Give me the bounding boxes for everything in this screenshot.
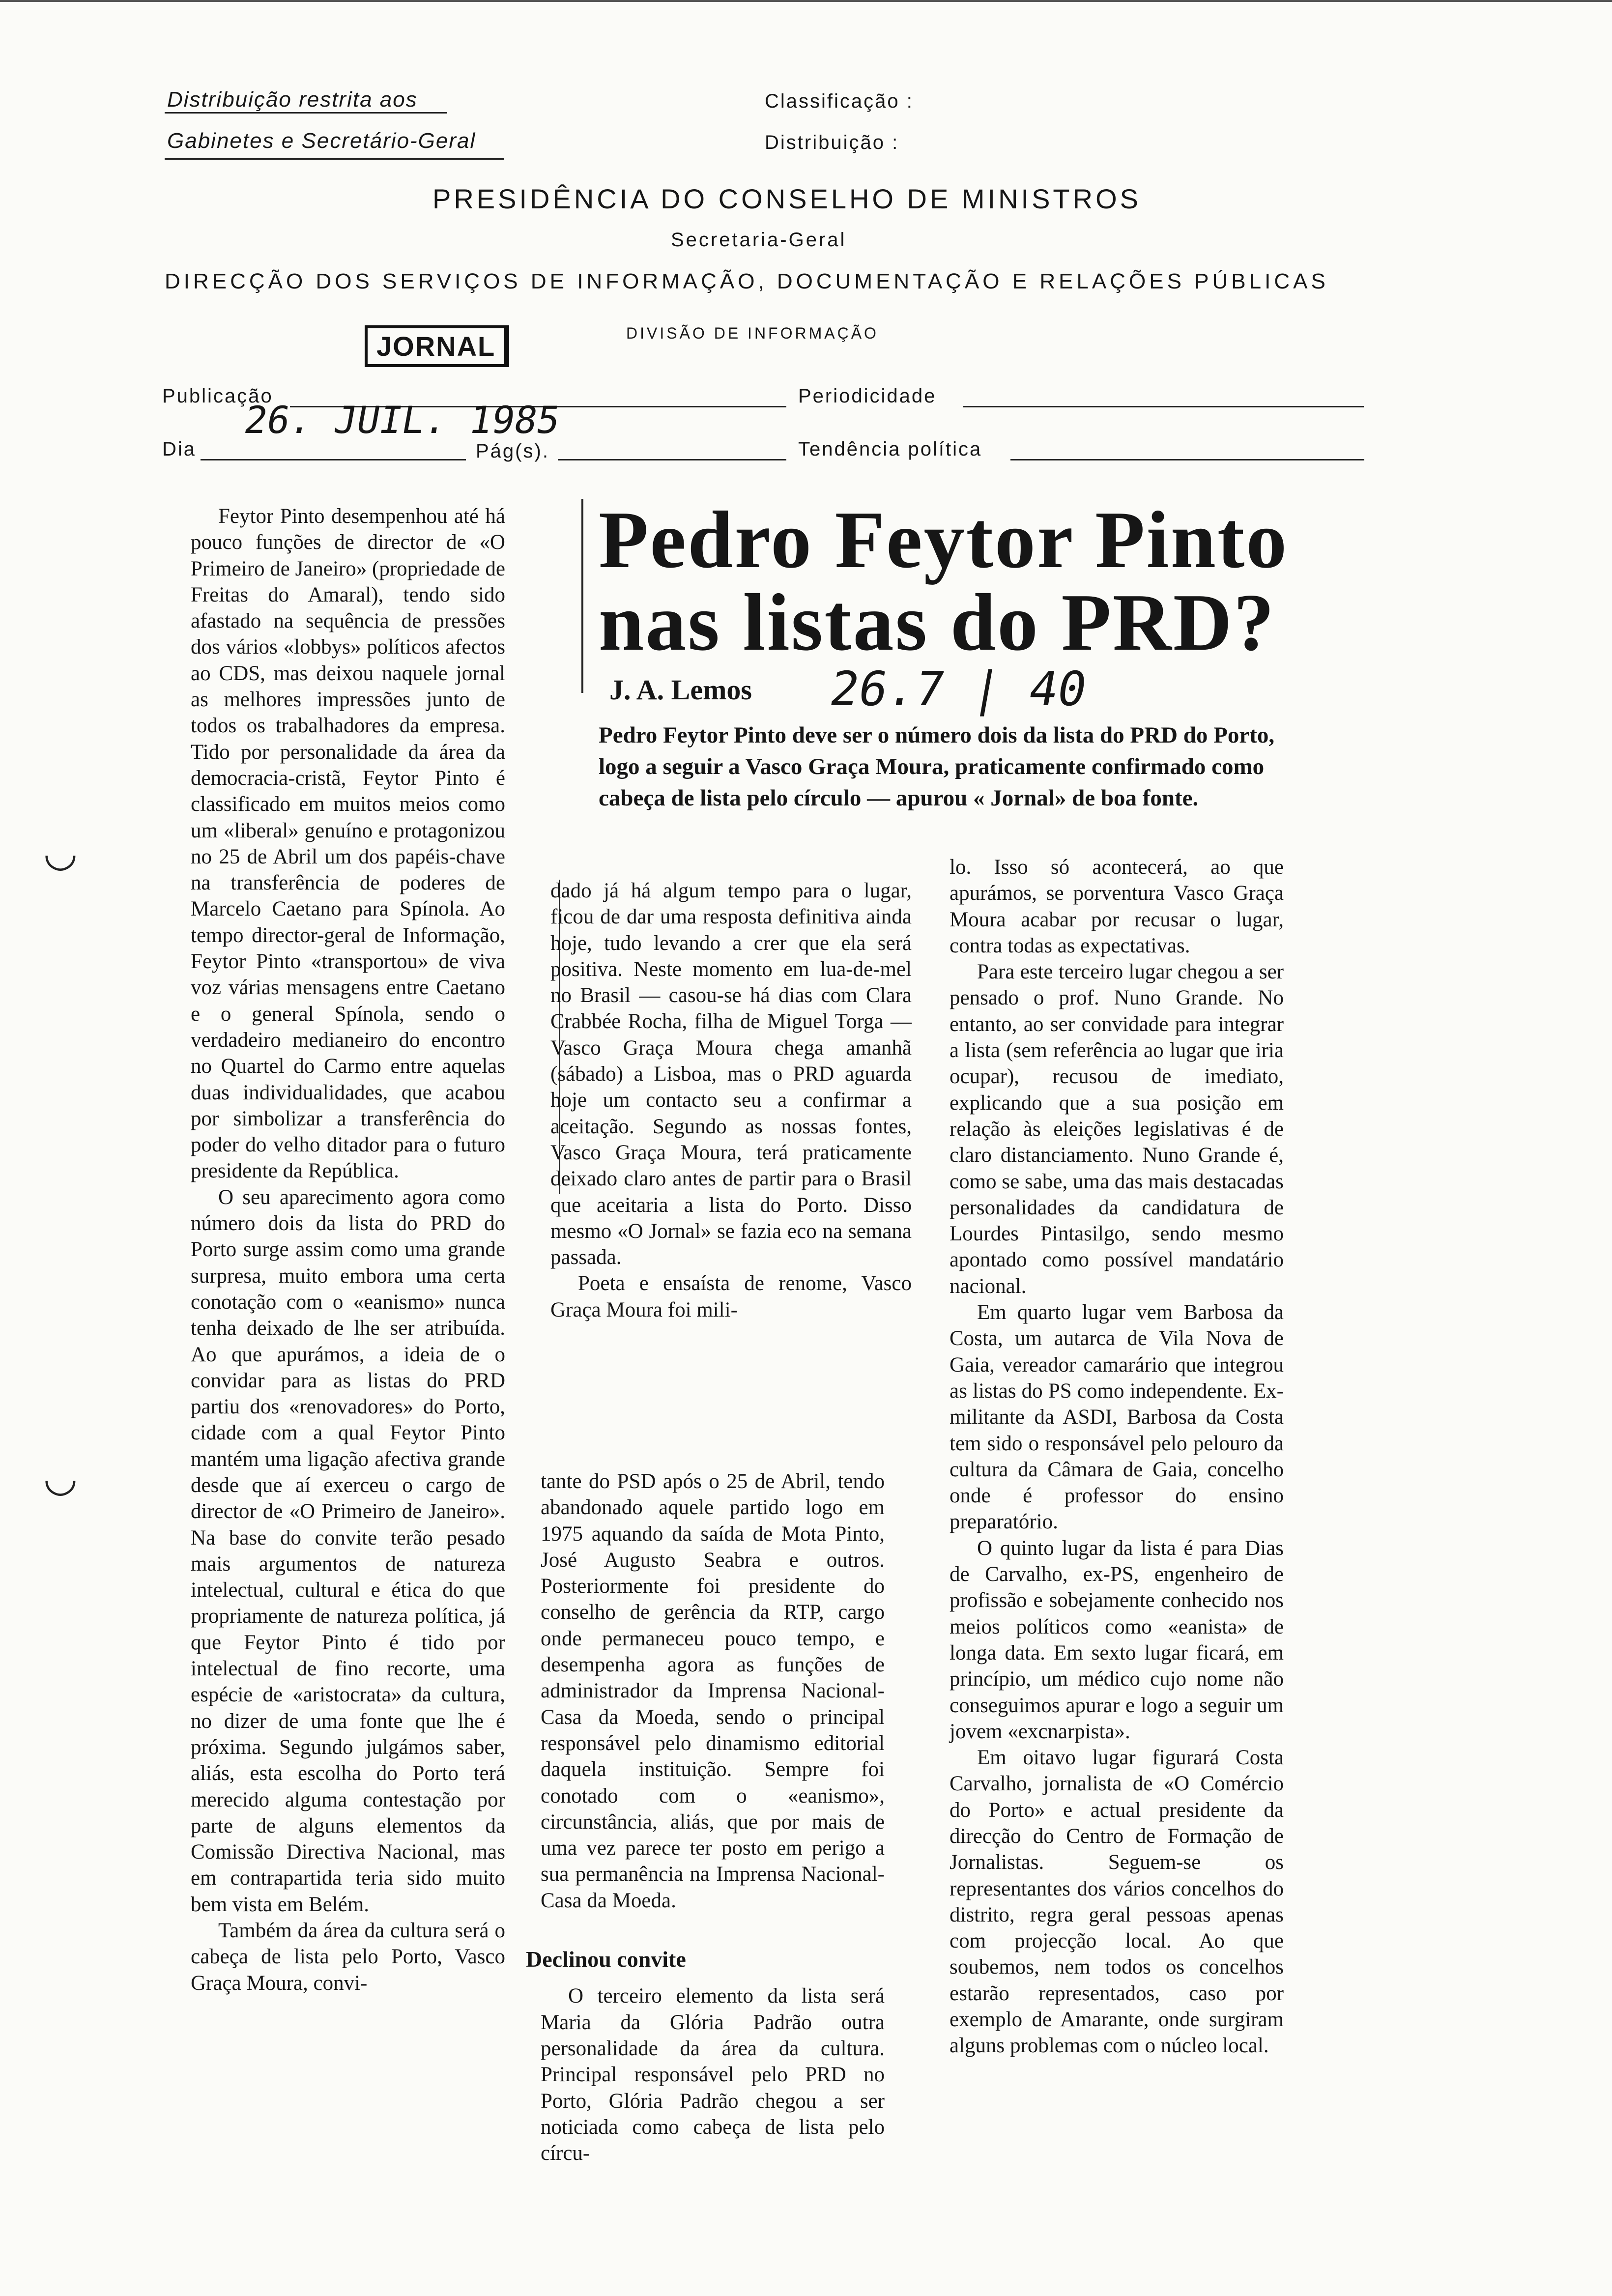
column-1-paragraph: Também da área da cultura será o cabeça de lista pelo Porto, Vasco Graça Moura, convi-	[191, 1919, 505, 1995]
direccao-servicos: DIRECÇÃO DOS SERVIÇOS DE INFORMAÇÃO, DOCUMENTAÇÃO E RELAÇÕES PÚBLICAS	[165, 269, 1329, 293]
distribution-underline-1	[165, 112, 447, 114]
article-column-2-bottom	[526, 1468, 885, 2166]
column-2-paragraph: tante do PSD após o 25 de Abril, tendo abandonado aquele partido logo em 1975 aquando da saída de Mota Pinto, José Augusto Seabra e outros. Posteriormente foi presidente do conselho de gerência da RTP, cargo onde permaneceu pouco tempo, e desempenha agora as funções de administrador da Imprensa Nacional-Casa da Moeda, sendo o principal responsável pelo dinamismo editorial daquela instituição. Sempre foi conotado com o «eanismo», circunstância, aliás, que por mais de uma vez parece ter posto em perigo a sua permanência na Imprensa Nacional-Casa da Moeda.	[541, 1470, 885, 1912]
distribuicao-label: Distribuição :	[765, 132, 899, 153]
column-3-paragraph: O quinto lugar da lista é para Dias de Carvalho, ex-PS, engenheiro de profissão e sobejamente conhecido nos meios políticos como «eanista» de longa data. Em sexto lugar ficará, em princípio, um médico cujo nome não conseguimos apurar e logo a seguir um jovem «excnarpista».	[950, 1536, 1284, 1743]
column-1-paragraph: O seu aparecimento agora como número dois da lista do PRD do Porto surge assim como uma grande surpresa, muito embora uma certa conotação com o «eanismo» nunca tenha deixado de lhe ser atribuída. Ao que apurámos, a ideia de o convidar para as listas do PRD partiu dos «renovadores» do Porto, cidade com a qual Feytor Pinto mantém uma ligação afectiva grande desde que aí exerceu o cargo de director de «O Primeiro de Janeiro». Na base do convite terão pesado mais argumentos de natureza intelectual, cultural e ética do que propriamente de natureza política, já que Feytor Pinto é tido por intelectual de fino recorte, uma espécie de «aristocrata» da cultura, no dizer de uma fonte que lhe é próxima. Segundo julgámos saber, aliás, esta escolha do Porto terá merecido alguma contestação por parte de alguns elementos da Comissão Directiva Nacional, mas em contrapartida teria sido muito bem vista em Belém.	[191, 1185, 505, 1916]
secretaria-geral: Secretaria-Geral	[671, 229, 847, 251]
presidencia-title: PRESIDÊNCIA DO CONSELHO DE MINISTROS	[432, 183, 1141, 214]
byline-author: J. A. Lemos	[609, 674, 752, 706]
jornal-stamp	[365, 325, 509, 367]
article-column-1	[191, 503, 505, 1996]
dia-label: Dia	[162, 438, 197, 460]
column-2-paragraph: Poeta e ensaísta de renome, Vasco Graça Moura foi mili-	[550, 1272, 912, 1321]
column-2-paragraph: O terceiro elemento da lista será Maria da Glória Padrão outra personalidade da área da cultura. Principal responsável pelo PRD no Porto, Glória Padrão chegou a ser noticiada como cabeça de lista pelo círcu-	[541, 1984, 885, 2165]
dia-line	[201, 459, 466, 460]
handwritten-annotation: 26.7 | 40	[826, 661, 1092, 717]
column-2-paragraph: dado já há algum tempo para o lugar, ficou de dar uma resposta definitiva ainda hoje, tudo levando a crer que ela será positiva. Neste momento em lua-de-mel no Brasil — casou-se há dias com Clara Crabbée Rocha, filha de Miguel Torga — Vasco Graça Moura chega amanhã (sábado) a Lisboa, mas o PRD aguarda hoje um contacto seu a confirmar a aceitação. Segundo as nossas fontes, Vasco Graça Moura, terá praticamente deixado claro antes de partir para o Brasil que aceitaria a lista do Porto. Disso mesmo «O Jornal» se fazia eco na semana passada.	[550, 879, 912, 1269]
pags-line	[558, 459, 786, 460]
dia-value-handwritten: 26. JUIL. 1985	[241, 398, 564, 442]
distribution-note-line2: Gabinetes e Secretário-Geral	[167, 129, 476, 153]
column-1-paragraph: Feytor Pinto desempenhou até há pouco funções de director de «O Primeiro de Janeiro» (propriedade de Freitas do Amaral), tendo sido afastado na sequência de pressões dos vários «lobbys» políticos afectos ao CDS, mas deixou naquele jornal as melhores impressões junto de todos os trabalhadores da empresa. Tido por personalidade da área da democracia-cristã, Feytor Pinto é classificado em muitos meios como um «liberal» genuíno e protagonizou no 25 de Abril um dos papéis-chave na transferência de poderes de Marcelo Caetano para Spínola. Ao tempo director-geral de Informação, Feytor Pinto «transportou» de viva voz várias mensagens entre Caetano e o general Spínola, sendo o verdadeiro medianeiro do encontro no Quartel do Carmo entre aquelas duas individualidades, que acabou por simbolizar a transferência do poder do velho ditador para o futuro presidente da República.	[191, 505, 505, 1183]
classificacao-label: Classificação :	[765, 90, 914, 112]
hole-punch-mark: ◡	[43, 1456, 78, 1499]
headline-left-rule	[581, 499, 583, 693]
column-3-paragraph: lo. Isso só acontecerá, ao que apurámos, se porventura Vasco Graça Moura acabar por recusar o lugar, contra todas as expectativas.	[950, 856, 1284, 957]
column-3-paragraph: Em oitavo lugar figurará Costa Carvalho, jornalista de «O Comércio do Porto» e actual presidente da direcção do Centro de Formação de Jornalistas. Seguem-se os representantes dos vários concelhos do distrito, regra geral pessoas apenas com projecção local. Ao que soubemos, nem todos os concelhos estarão representados, caso por exemplo de Amarante, onde surgiram alguns problemas com o núcleo local.	[950, 1746, 1284, 2058]
publicacao-label: Publicação	[162, 385, 273, 407]
top-border-line	[0, 0, 1612, 2]
article-lead: Pedro Feytor Pinto deve ser o número dois da lista do PRD do Porto, logo a seguir a Vasco Graça Moura, praticamente confirmado como cabeça de lista pelo círculo — apurou « Jornal» de boa fonte.	[599, 722, 1275, 811]
column-3-paragraph: Em quarto lugar vem Barbosa da Costa, um autarca de Vila Nova de Gaia, vereador camarário que integrou as listas do PS como independente. Ex-militante da ASDI, Barbosa da Costa tem sido o responsável pelo pelouro da cultura da Câmara de Gaia, concelho onde é professor do ensino preparatório.	[950, 1301, 1284, 1534]
jornal-stamp-text: JORNAL	[376, 331, 496, 362]
periodicidade-line	[963, 406, 1364, 407]
article-column-3	[950, 854, 1284, 2059]
column-3-paragraph: Para este terceiro lugar chegou a ser pensado o prof. Nuno Grande. No entanto, ao ser convidade para integrar a lista (sem referência ao lugar que iria ocupar), recusou de imediato, explicando que a sua posição em relação às eleições legislativas é de claro distanciamento. Nuno Grande é, como se sabe, uma das mais destacadas personalidades da candidatura de Lourdes Pintasilgo, sendo mesmo apontado como possível mandatário nacional.	[950, 960, 1284, 1298]
pags-label: Pág(s).	[476, 440, 549, 462]
periodicidade-label: Periodicidade	[798, 385, 937, 407]
headline-line-2: nas listas do PRD?	[599, 577, 1276, 667]
subhead-declinou-convite: Declinou convite	[526, 1947, 686, 1972]
article-column-2-top	[550, 878, 912, 1323]
hole-punch-mark: ◡	[43, 831, 78, 874]
divisao-informacao: DIVISÃO DE INFORMAÇÃO	[626, 324, 879, 342]
tendencia-line	[1010, 459, 1364, 460]
distribution-underline-2	[165, 158, 504, 160]
tendencia-label: Tendência política	[798, 438, 982, 460]
distribution-note-line1: Distribuição restrita aos	[167, 87, 418, 112]
headline-line-1: Pedro Feytor Pinto	[599, 494, 1289, 585]
